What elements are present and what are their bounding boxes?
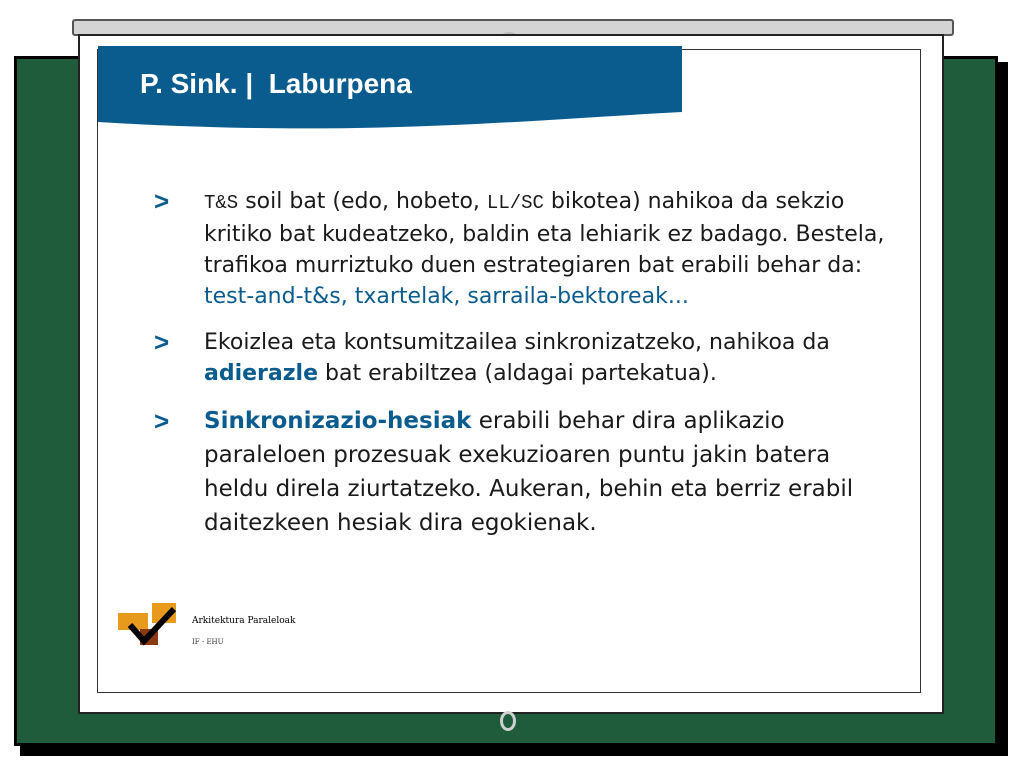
bullet-list (150, 186, 890, 540)
bullet-marker: > (154, 327, 170, 357)
highlight-hesiak: Sinkronizazio-hesiak (204, 408, 472, 434)
highlight-strategies: test-and-t&s, txartelak, sarraila-bektoreak (204, 284, 668, 309)
code-ts: T&S (204, 192, 239, 214)
footer-course-name: Arkitektura Paraleloak (192, 616, 296, 626)
checkmark-logo-icon (118, 603, 182, 655)
footer-institution: IF - EHU (192, 638, 224, 646)
bullet-text: soil bat (edo, hobeto, (238, 189, 487, 214)
bullet-marker: > (154, 406, 170, 436)
slide-title: P. Sink. | Laburpena (140, 68, 412, 99)
bullet-marker: > (154, 186, 170, 216)
projector-screen (78, 34, 944, 714)
bullet-text: bat erabiltzea (aldagai partekatua). (318, 361, 717, 386)
bullet-text: bikotea) nahikoa da sekzio kritiko bat kudeatzeko, baldin eta lehiarik ez badago. Bestela, trafikoa murriztuko duen estrategiaren bat erabili behar da: (204, 189, 885, 278)
ellipsis: ... (667, 284, 689, 309)
screen-pull-ring (500, 711, 516, 731)
bullet-item (150, 404, 890, 540)
code-llsc: LL/SC (486, 192, 544, 214)
bullet-item (150, 327, 890, 389)
bullet-text: erabili behar dira aplikazio paraleloen prozesuak exekuzioaren puntu jakin batera heldu direla ziurtatzeko. Aukeran, behin eta berriz erabil daitezkeen hesiak dira egokienak. (204, 408, 854, 536)
highlight-adierazle: adierazle (204, 361, 319, 386)
bullet-text: Ekoizlea eta kontsumitzailea sinkronizatzeko, nahikoa da (204, 330, 830, 355)
bullet-item (150, 186, 890, 312)
